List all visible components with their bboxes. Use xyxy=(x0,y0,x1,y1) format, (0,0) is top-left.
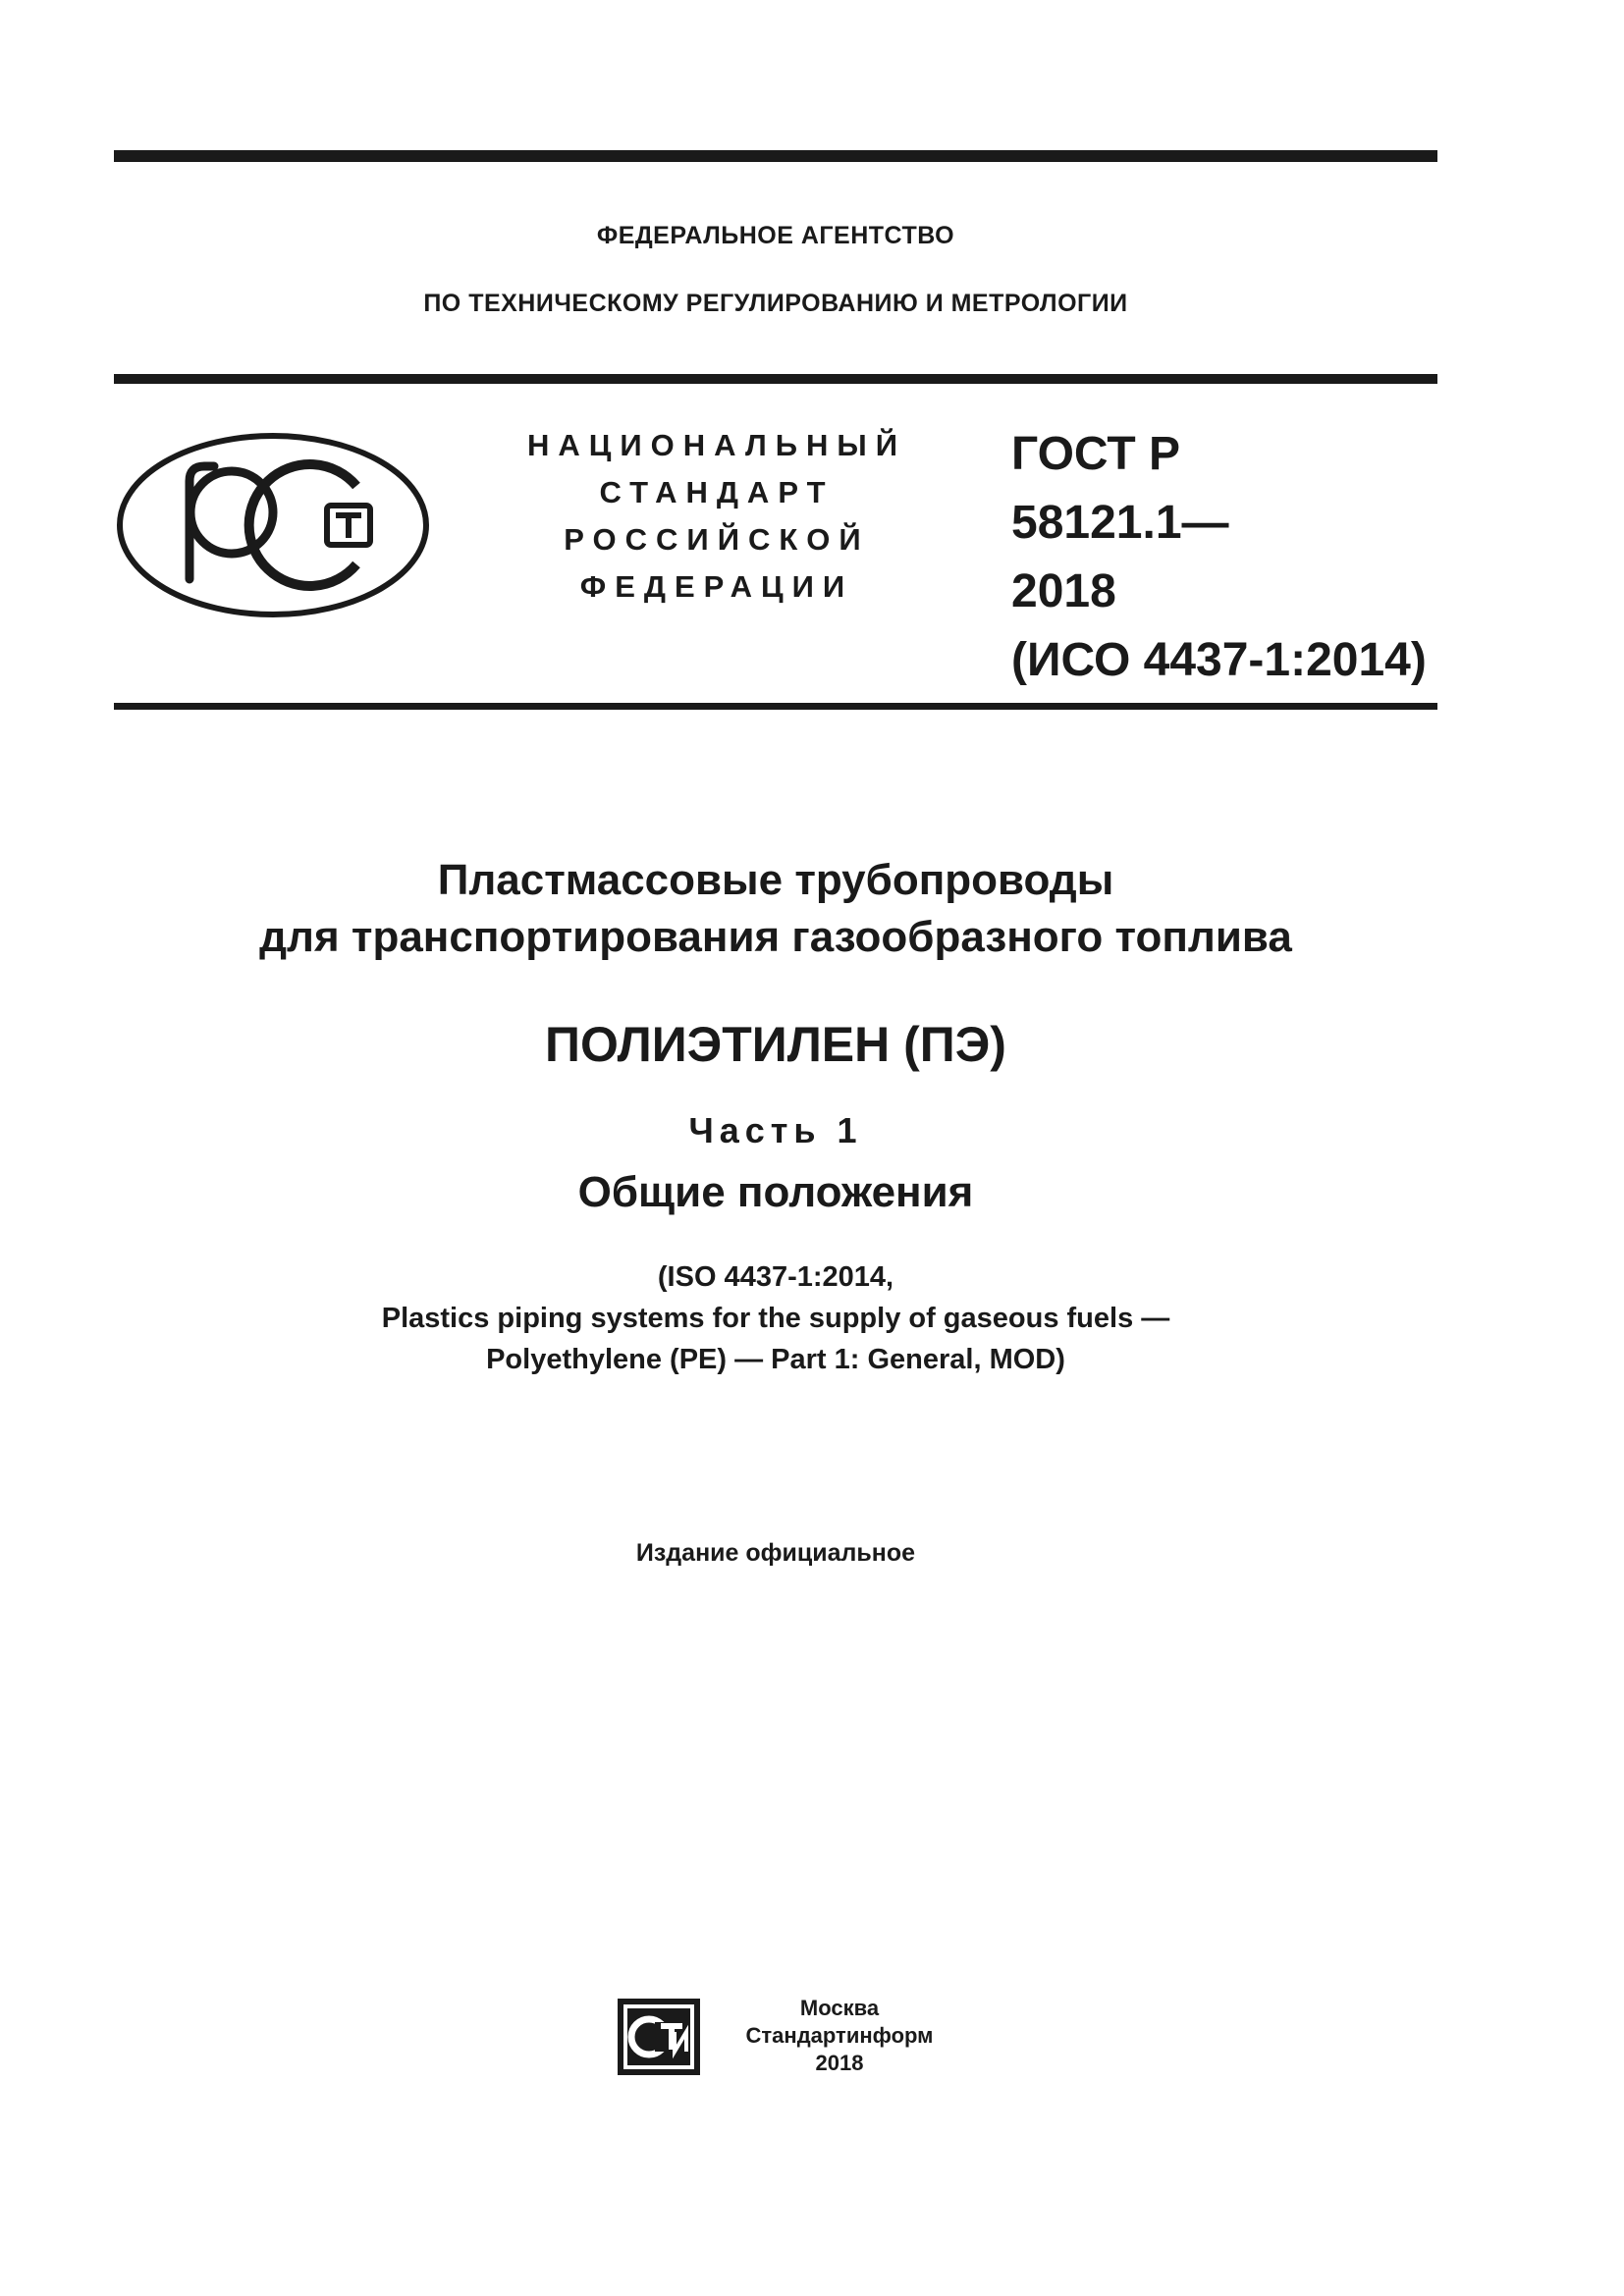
title-line-2: для транспортирования газообразного топлива xyxy=(259,913,1292,961)
designation-line-2: 58121.1— xyxy=(1011,497,1229,549)
iso-reference xyxy=(0,1256,1551,1380)
top-rule xyxy=(114,150,1437,162)
title-material: ПОЛИЭТИЛЕН (ПЭ) xyxy=(545,1017,1006,1072)
designation-line-4: (ИСО 4437-1:2014) xyxy=(1011,634,1427,686)
standard-designation xyxy=(1011,420,1427,695)
publisher-year: 2018 xyxy=(815,2051,864,2075)
standard-type xyxy=(491,422,943,611)
rst-certification-mark-icon xyxy=(116,432,430,618)
agency-line-2: ПО ТЕХНИЧЕСКОМУ РЕГУЛИРОВАНИЮ И МЕТРОЛОГИИ xyxy=(423,290,1128,317)
agency-line-1: ФЕДЕРАЛЬНОЕ АГЕНТСТВО xyxy=(596,222,955,249)
standard-type-line-2: СТАНДАРТ xyxy=(599,475,835,509)
standartinform-logo-icon xyxy=(614,1993,707,2081)
iso-reference-line-3: Polyethylene (PE) — Part 1: General, MOD) xyxy=(486,1344,1065,1375)
publisher-city: Москва xyxy=(799,1996,880,2020)
standard-type-line-3: РОССИЙСКОЙ xyxy=(564,522,870,557)
title-line-1: Пластмассовые трубопроводы xyxy=(437,856,1114,904)
designation-line-1: ГОСТ Р xyxy=(1011,428,1181,480)
designation-line-3: 2018 xyxy=(1011,565,1116,617)
middle-rule xyxy=(114,374,1437,384)
edition-note: Издание официальное xyxy=(635,1539,916,1567)
iso-reference-line-1: (ISO 4437-1:2014, xyxy=(657,1261,894,1293)
title-subtitle: Общие положения xyxy=(577,1168,974,1216)
standard-type-line-4: ФЕДЕРАЦИИ xyxy=(579,569,854,604)
bottom-rule xyxy=(114,703,1437,710)
iso-reference-line-2: Plastics piping systems for the supply of gaseous fuels — xyxy=(381,1303,1170,1334)
publisher-block xyxy=(727,1995,952,2077)
title-part: Часть 1 xyxy=(688,1110,863,1150)
publisher-name: Стандартинформ xyxy=(745,2023,934,2048)
standard-type-line-1: НАЦИОНАЛЬНЫЙ xyxy=(526,428,907,462)
